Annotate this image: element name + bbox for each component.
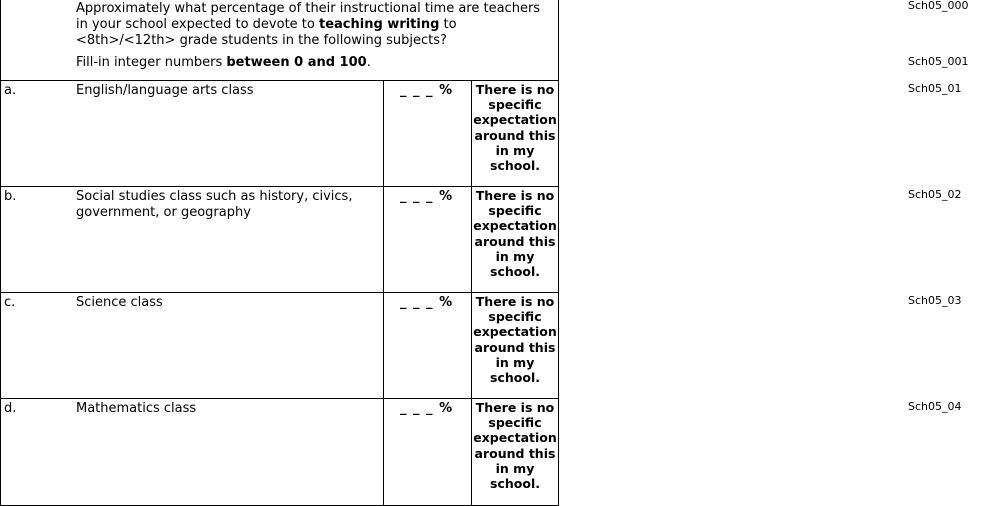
stem-emphasis: teaching writing: [319, 17, 440, 32]
question-stem: [76, 1, 551, 49]
percent-input-field[interactable]: _ _ _ %: [400, 83, 454, 98]
question-row-d: [1, 399, 558, 505]
row-letter: c.: [4, 295, 16, 310]
percent-cell: [383, 399, 472, 505]
fill-in-instruction: [76, 55, 371, 71]
percent-cell: [383, 187, 472, 292]
no-expectation-option[interactable]: There is no specific expectation around this in my school.: [473, 294, 557, 386]
variable-code-row-d: Sch05_04: [908, 400, 962, 413]
row-label: Social studies class such as history, civics, government, or geography: [76, 189, 353, 220]
question-row-c: [1, 293, 558, 399]
instruction-text: Fill-in integer numbers: [76, 55, 227, 70]
row-letter: a.: [4, 83, 17, 98]
row-label: Mathematics class: [76, 401, 197, 416]
variable-code-row-b: Sch05_02: [908, 188, 962, 201]
variable-code-row-c: Sch05_03: [908, 294, 962, 307]
row-label: English/language arts class: [76, 83, 254, 98]
no-expectation-option[interactable]: There is no specific expectation around this in my school.: [473, 82, 557, 174]
row-letter: d.: [4, 401, 17, 416]
percent-input-field[interactable]: _ _ _ %: [400, 189, 454, 204]
variable-code-question: Sch05_000: [908, 0, 969, 12]
variable-code-instruction: Sch05_001: [908, 55, 969, 68]
question-header: [1, 0, 558, 81]
percent-input-field[interactable]: _ _ _ %: [400, 295, 454, 310]
percent-cell: [383, 293, 472, 398]
stem-text-end: to <8th>/<12th> grade students in the following subjects?: [76, 17, 457, 48]
question-row-b: [1, 187, 558, 293]
instruction-end: .: [366, 55, 371, 70]
row-letter: b.: [4, 189, 17, 204]
no-expectation-option[interactable]: There is no specific expectation around this in my school.: [473, 188, 557, 280]
stem-text: Approximately what percentage of their instructional time are teachers in your school expected to devote to: [76, 1, 541, 32]
percent-input-field[interactable]: _ _ _ %: [400, 401, 454, 416]
variable-code-row-a: Sch05_01: [908, 82, 962, 95]
question-row-a: [1, 81, 558, 187]
instruction-emphasis: between 0 and 100: [226, 55, 367, 70]
no-expectation-option[interactable]: There is no specific expectation around this in my school.: [473, 400, 557, 492]
row-label: Science class: [76, 295, 163, 310]
percent-cell: [383, 81, 472, 186]
